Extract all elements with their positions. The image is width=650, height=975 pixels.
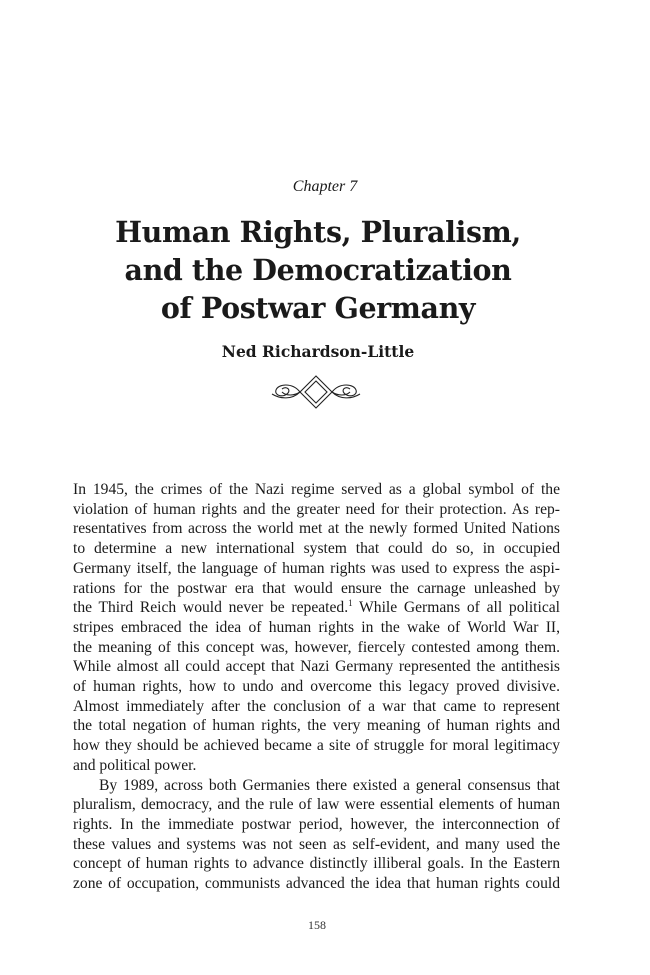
page-number: 158 (308, 918, 326, 932)
text-line: In 1945, the crimes of the Nazi regime served as a global symbol of the (73, 481, 560, 498)
text-segment: While Germans of all political (352, 599, 560, 617)
chapter-label: Chapter 7 (292, 178, 358, 195)
text-line: rights. In the immediate postwar period, however, the interconnection of (73, 815, 560, 833)
text-line: pluralism, democracy, and the rule of law were essential elements of human (73, 796, 560, 814)
chapter-title-line: and the Democratization (124, 253, 512, 287)
text-line: Germany itself, the language of human rights was used to express the aspi- (73, 559, 560, 577)
footnote-marker[interactable]: 1 (348, 598, 353, 609)
chapter-title-line: of Postwar Germany (160, 291, 476, 325)
text-line: of human rights, how to undo and overcome this legacy proved divisive. (73, 678, 560, 696)
text-line: Almost immediately after the conclusion of a war that came to represent (73, 697, 560, 715)
text-line: these values and systems was not seen as self-evident, and many used the (73, 835, 560, 853)
body-text (73, 480, 560, 894)
text-line: concept of human rights to advance distinctly illiberal goals. In the Eastern (73, 855, 560, 873)
text-line: zone of occupation, communists advanced the idea that human rights could (73, 875, 560, 893)
text-line: and political power. (73, 756, 197, 774)
text-line: violation of human rights and the greater need for their protection. As rep- (73, 500, 560, 518)
text-line: While almost all could accept that Nazi Germany represented the antithesis (73, 658, 560, 676)
text-line: to determine a new international system that could do so, in occupied (73, 540, 560, 558)
text-line: how they should be achieved became a site of struggle for moral legitimacy (73, 737, 560, 755)
text-line: resentatives from across the world met at the newly formed United Nations (73, 520, 560, 538)
text-line: stripes embraced the idea of human rights in the wake of World War II, (73, 618, 560, 636)
text-segment: the Third Reich would never be repeated. (73, 599, 349, 617)
text-line: the total negation of human rights, the very meaning of human rights and (73, 717, 560, 735)
text-line: By 1989, across both Germanies there existed a general consensus that (99, 776, 560, 794)
decorative-ornament-icon (268, 374, 364, 410)
author-name: Ned Richardson-Little (221, 342, 415, 361)
text-line: rations for the postwar era that would ensure the carnage unleashed by (73, 579, 560, 597)
chapter-title-line: Human Rights, Pluralism, (115, 215, 521, 249)
chapter-title (0, 213, 636, 327)
text-line (73, 598, 560, 618)
text-line: the meaning of this concept was, however, fiercely contested among them. (73, 638, 560, 656)
